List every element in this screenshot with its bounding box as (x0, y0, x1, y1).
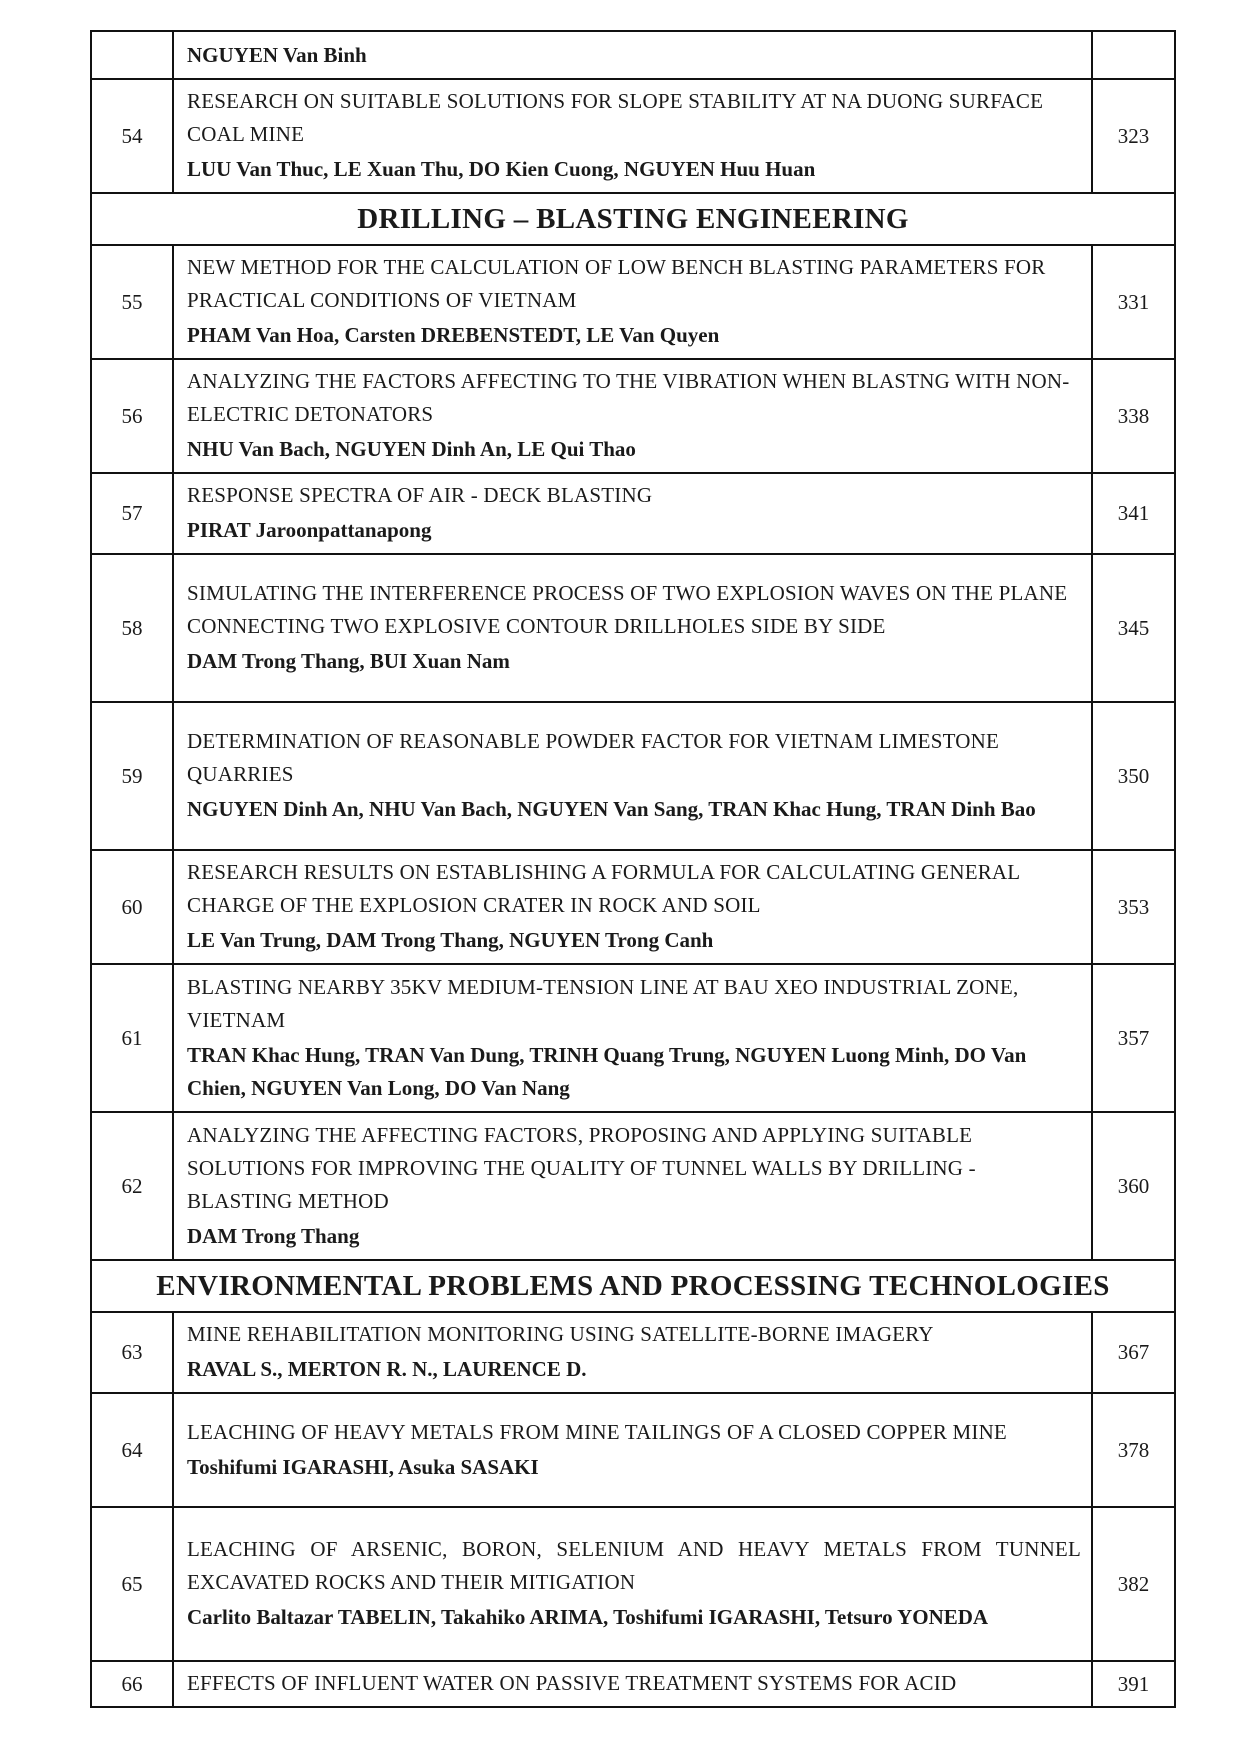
entry-title: RESPONSE SPECTRA OF AIR - DECK BLASTING (187, 483, 653, 507)
entry-page: 353 (1092, 850, 1175, 964)
entry-number: 58 (91, 554, 173, 702)
entry-title: EFFECTS OF INFLUENT WATER ON PASSIVE TREATMENT SYSTEMS FOR ACID (187, 1671, 957, 1695)
entry-authors: LE Van Trung, DAM Trong Thang, NGUYEN Trong Canh (187, 928, 714, 952)
entry-body (173, 964, 1092, 1112)
entry-page: 338 (1092, 359, 1175, 473)
entry-body (173, 359, 1092, 473)
entry-body (173, 1393, 1092, 1507)
toc-row (91, 79, 1175, 193)
entry-number: 63 (91, 1312, 173, 1393)
entry-body (173, 1112, 1092, 1260)
toc-row (91, 31, 1175, 79)
toc-row (91, 1312, 1175, 1393)
section-heading: ENVIRONMENTAL PROBLEMS AND PROCESSING TECHNOLOGIES (91, 1260, 1175, 1312)
toc-row (91, 359, 1175, 473)
section-row (91, 1260, 1175, 1312)
entry-title: RESEARCH ON SUITABLE SOLUTIONS FOR SLOPE STABILITY AT NA DUONG SURFACE COAL MINE (187, 89, 1044, 146)
entry-number: 65 (91, 1507, 173, 1661)
entry-authors: Toshifumi IGARASHI, Asuka SASAKI (187, 1454, 539, 1479)
entry-authors: NGUYEN Van Binh (187, 43, 367, 67)
entry-body (173, 79, 1092, 193)
entry-title: NEW METHOD FOR THE CALCULATION OF LOW BENCH BLASTING PARAMETERS FOR PRACTICAL CONDITIONS OF VIETNAM (187, 255, 1046, 312)
toc-row (91, 1393, 1175, 1507)
entry-page: 345 (1092, 554, 1175, 702)
toc-row (91, 554, 1175, 702)
entry-body (173, 473, 1092, 554)
entry-page: 382 (1092, 1507, 1175, 1661)
entry-page: 367 (1092, 1312, 1175, 1393)
entry-authors: PHAM Van Hoa, Carsten DREBENSTEDT, LE Van Quyen (187, 323, 720, 347)
entry-number: 61 (91, 964, 173, 1112)
entry-number: 64 (91, 1393, 173, 1507)
entry-authors: DAM Trong Thang, BUI Xuan Nam (187, 649, 510, 673)
toc-row (91, 1661, 1175, 1707)
entry-authors: PIRAT Jaroonpattanapong (187, 518, 432, 542)
entry-page: 357 (1092, 964, 1175, 1112)
entry-page: 331 (1092, 245, 1175, 359)
toc-row (91, 850, 1175, 964)
entry-authors: LUU Van Thuc, LE Xuan Thu, DO Kien Cuong, NGUYEN Huu Huan (187, 157, 816, 181)
entry-page: 360 (1092, 1112, 1175, 1260)
entry-title: DETERMINATION OF REASONABLE POWDER FACTOR FOR VIETNAM LIMESTONE QUARRIES (187, 729, 999, 786)
entry-body (173, 1661, 1092, 1707)
entry-body (173, 1507, 1092, 1661)
table-of-contents (90, 30, 1176, 1708)
entry-page (1092, 31, 1175, 79)
entry-body (173, 702, 1092, 850)
entry-authors: NHU Van Bach, NGUYEN Dinh An, LE Qui Thao (187, 437, 636, 461)
toc-row (91, 1112, 1175, 1260)
entry-page: 323 (1092, 79, 1175, 193)
entry-title: RESEARCH RESULTS ON ESTABLISHING A FORMULA FOR CALCULATING GENERAL CHARGE OF THE EXPLOSION CRATER IN ROCK AND SOIL (187, 860, 1020, 917)
entry-number: 55 (91, 245, 173, 359)
entry-body (173, 554, 1092, 702)
section-row (91, 193, 1175, 245)
entry-page: 391 (1092, 1661, 1175, 1707)
toc-row (91, 1507, 1175, 1661)
entry-title: BLASTING NEARBY 35KV MEDIUM-TENSION LINE AT BAU XEO INDUSTRIAL ZONE, VIETNAM (187, 974, 1019, 1032)
entry-number: 57 (91, 473, 173, 554)
entry-authors: Carlito Baltazar TABELIN, Takahiko ARIMA, Toshifumi IGARASHI, Tetsuro YONEDA (187, 1605, 989, 1629)
entry-number (91, 31, 173, 79)
entry-title: ANALYZING THE AFFECTING FACTORS, PROPOSING AND APPLYING SUITABLE SOLUTIONS FOR IMPROVING THE QUALITY OF TUNNEL WALLS BY DRILLING - BLASTING METHOD (187, 1122, 976, 1213)
entry-body (173, 850, 1092, 964)
entry-number: 60 (91, 850, 173, 964)
entry-number: 62 (91, 1112, 173, 1260)
entry-title: MINE REHABILITATION MONITORING USING SATELLITE-BORNE IMAGERY (187, 1322, 934, 1346)
section-heading: DRILLING – BLASTING ENGINEERING (91, 193, 1175, 245)
entry-body (173, 245, 1092, 359)
entry-page: 350 (1092, 702, 1175, 850)
entry-authors: NGUYEN Dinh An, NHU Van Bach, NGUYEN Van Sang, TRAN Khac Hung, TRAN Dinh Bao (187, 797, 1036, 821)
entry-page: 378 (1092, 1393, 1175, 1507)
entry-number: 54 (91, 79, 173, 193)
toc-row (91, 702, 1175, 850)
entry-body (173, 31, 1092, 79)
entry-title: SIMULATING THE INTERFERENCE PROCESS OF TWO EXPLOSION WAVES ON THE PLANE CONNECTING TWO EXPLOSIVE CONTOUR DRILLHOLES SIDE BY SIDE (187, 581, 1068, 638)
entry-authors: DAM Trong Thang (187, 1223, 360, 1248)
entry-body (173, 1312, 1092, 1393)
entry-authors: TRAN Khac Hung, TRAN Van Dung, TRINH Quang Trung, NGUYEN Luong Minh, DO Van Chien, NGUYEN Van Long, DO Van Nang (187, 1042, 1027, 1100)
entry-page: 341 (1092, 473, 1175, 554)
entry-number: 59 (91, 702, 173, 850)
toc-row (91, 245, 1175, 359)
entry-authors: RAVAL S., MERTON R. N., LAURENCE D. (187, 1357, 587, 1381)
entry-number: 66 (91, 1661, 173, 1707)
entry-number: 56 (91, 359, 173, 473)
entry-title: ANALYZING THE FACTORS AFFECTING TO THE VIBRATION WHEN BLASTNG WITH NON-ELECTRIC DETONATORS (187, 369, 1070, 426)
toc-row (91, 473, 1175, 554)
entry-title: LEACHING OF ARSENIC, BORON, SELENIUM AND HEAVY METALS FROM TUNNEL EXCAVATED ROCKS AND THEIR MITIGATION (187, 1537, 1081, 1594)
entry-title: LEACHING OF HEAVY METALS FROM MINE TAILINGS OF A CLOSED COPPER MINE (187, 1419, 1007, 1444)
toc-row (91, 964, 1175, 1112)
